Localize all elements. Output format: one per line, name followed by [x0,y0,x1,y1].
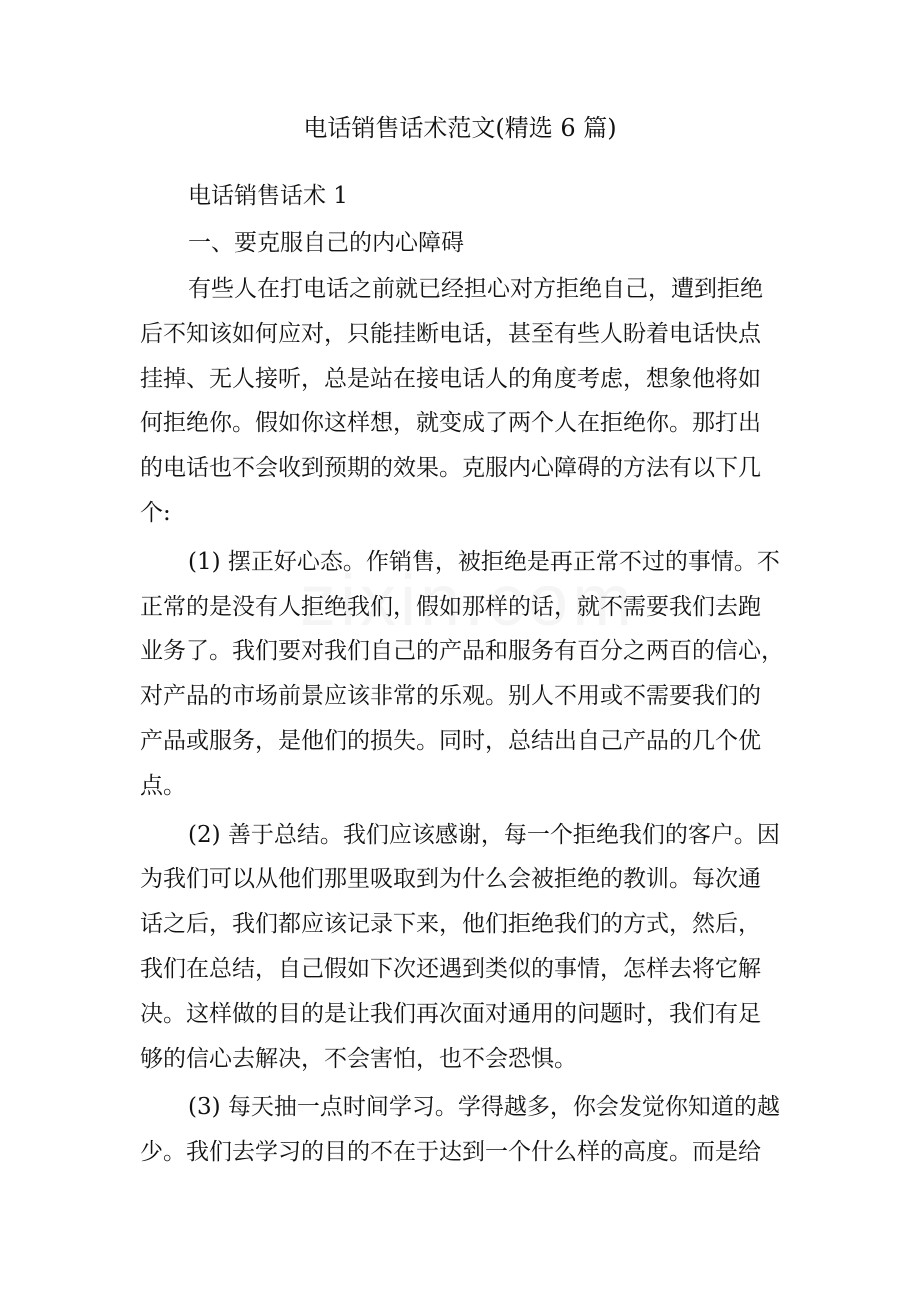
paragraph [140,813,780,1082]
paragraph-line: (3) 每天抽一点时间学习。学得越多，你会发觉你知道的越 [188,1094,780,1121]
paragraph-line: 为我们可以从他们那里吸取到为什么会被拒绝的教训。每次通 [140,866,761,893]
section-title: 电话销售话术 1 [188,183,348,209]
paragraph-line: 挂掉、无人接听，总是站在接电话人的角度考虑，想象他将如 [140,365,761,392]
paragraph [140,1085,780,1175]
paragraph-line: 何拒绝你。假如你这样想，就变成了两个人在拒绝你。那打出 [140,410,761,437]
paragraph [140,540,784,809]
paragraph-line: 个: [140,499,171,526]
document-title: 电话销售话术范文(精选 6 篇) [303,114,617,142]
paragraph-line: (2) 善于总结。我们应该感谢，每一个拒绝我们的客户。因 [188,821,780,848]
paragraph-line: 我们在总结，自己假如下次还遇到类似的事情，怎样去将它解 [140,955,761,982]
paragraph-line: 的电话也不会收到预期的效果。克服内心障碍的方法有以下几 [140,455,761,482]
paragraph-line: 有些人在打电话之前就已经担心对方拒绝自己，遭到拒绝 [188,276,763,302]
paragraph-line: 后不知该如何应对，只能挂断电话，甚至有些人盼着电话快点 [140,320,761,347]
paragraph-line: 话之后，我们都应该记录下来，他们拒绝我们的方式，然后， [140,911,761,938]
paragraph-line: 够的信心去解决，不会害怕，也不会恐惧。 [140,1045,577,1072]
paragraph-line: (1) 摆正好心态。作销售，被拒绝是再正常不过的事情。不 [188,548,780,575]
document-body [140,173,784,1175]
subheading: 一、要克服自己的内心障碍 [188,230,464,256]
paragraph-line: 产品或服务，是他们的损失。同时，总结出自己产品的几个优 [140,727,761,754]
paragraph-line: 少。我们去学习的目的不在于达到一个什么样的高度。而是给 [140,1139,761,1166]
paragraph-line: 点。 [140,772,186,799]
paragraph-line: 对产品的市场前景应该非常的乐观。别人不用或不需要我们的 [140,683,761,710]
paragraph-line: 业务了。我们要对我们自己的产品和服务有百分之两百的信心， [140,638,784,665]
paragraph-line: 决。这样做的目的是让我们再次面对通用的问题时，我们有足 [140,1000,761,1027]
paragraph [140,267,780,536]
paragraph-line: 正常的是没有人拒绝我们，假如那样的话，就不需要我们去跑 [140,593,761,620]
